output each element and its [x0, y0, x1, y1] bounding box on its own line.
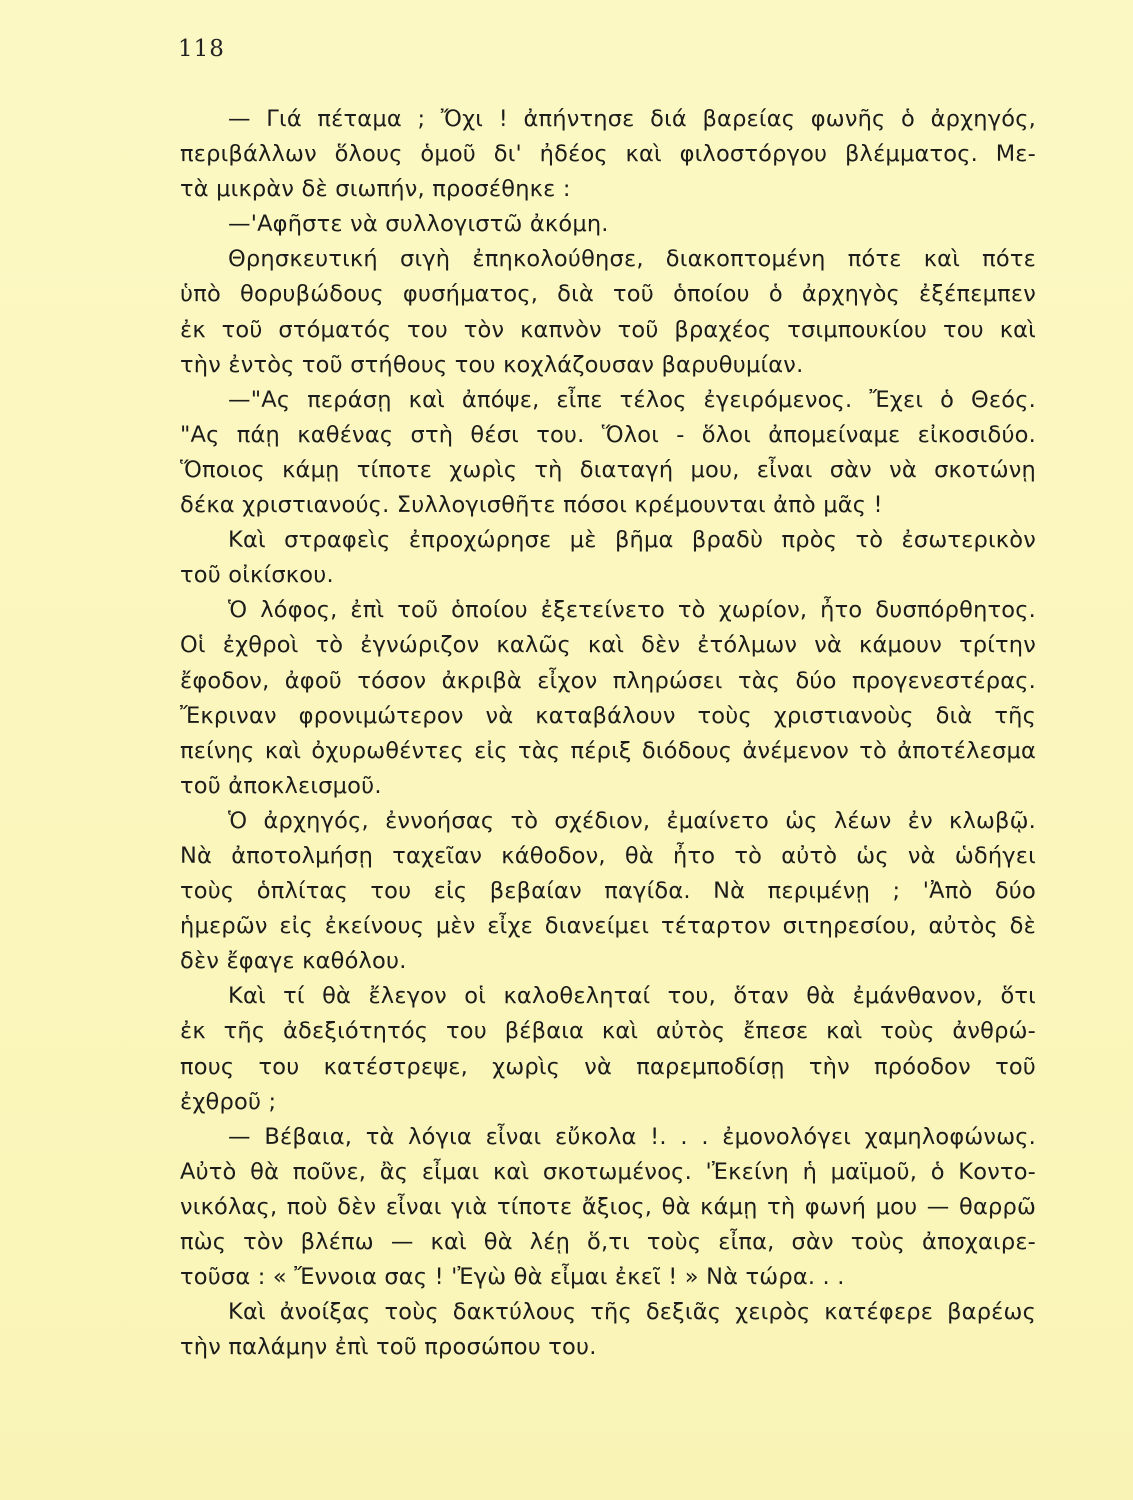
text-line: "Ας πάῃ καθένας στὴ θέσι του. Ὅλοι - ὅλοι ἀπομείναμε εἰκοσιδύο.: [180, 421, 1036, 448]
text-line: —'Αφῆστε νὰ συλλογιστῶ ἀκόμη.: [228, 211, 609, 238]
text-line: τὴν παλάμην ἐπὶ τοῦ προσώπου του.: [180, 1334, 597, 1361]
text-line: δέκα χριστιανούς. Συλλογισθῆτε πόσοι κρέμουνται ἀπὸ μᾶς !: [180, 492, 883, 519]
text-line: νικόλας, ποὺ δὲν εἶναι γιὰ τίποτε ἄξιος, θὰ κάμῃ τὴ φωνή μου — θαρρῶ: [180, 1193, 1036, 1220]
text-line: ἔφοδον, ἀφοῦ τόσον ἀκριβὰ εἶχον πληρώσει τὰς δύο προγενεστέρας.: [180, 667, 1036, 694]
text-line: ἐκ τῆς ἀδεξιότητός του βέβαια καὶ αὐτὸς ἔπεσε καὶ τοὺς ἀνθρώ-: [180, 1018, 1036, 1045]
text-line: Καὶ στραφεὶς ἐπροχώρησε μὲ βῆμα βραδὺ πρὸς τὸ ἐσωτερικὸν: [228, 527, 1036, 554]
text-line: τοῦσα : « Ἔννοια σας ! 'Ἐγὼ θὰ εἶμαι ἐκεῖ ! » Νὰ τώρα. . .: [180, 1264, 845, 1291]
text-line: ἡμερῶν εἰς ἐκείνους μὲν εἶχε διανείμει τέταρτον σιτηρεσίου, αὐτὸς δὲ: [180, 913, 1036, 940]
text-line: Οἱ ἐχθροὶ τὸ ἐγνώριζον καλῶς καὶ δὲν ἐτόλμων νὰ κάμουν τρίτην: [180, 632, 1036, 659]
text-line: τὰ μικρὰν δὲ σιωπήν, προσέθηκε :: [180, 176, 571, 203]
text-line: Ὁ λόφος, ἐπὶ τοῦ ὁποίου ἐξετείνετο τὸ χωρίον, ἦτο δυσπόρθητος.: [228, 597, 1036, 624]
text-line: πείνης καὶ ὀχυρωθέντες εἰς τὰς πέριξ διόδους ἀνέμενον τὸ ἀποτέλεσμα: [180, 737, 1036, 764]
page-number: 118: [178, 36, 225, 62]
body-text: [180, 102, 1036, 1365]
text-line: πὼς τὸν βλέπω — καὶ θὰ λέῃ ὅ,τι τοὺς εἶπα, σὰν τοὺς ἀποχαιρε-: [180, 1229, 1036, 1255]
text-line: πους του κατέστρεψε, χωρὶς νὰ παρεμποδίσῃ τὴν πρόοδον τοῦ: [180, 1053, 1036, 1080]
text-line: περιβάλλων ὅλους ὁμοῦ δι' ἠδέος καὶ φιλοστόργου βλέμματος. Με-: [180, 141, 1036, 168]
text-line: —"Ας περάσῃ καὶ ἀπόψε, εἶπε τέλος ἐγειρόμενος. Ἔχει ὁ Θεός.: [228, 386, 1036, 413]
text-line: Καὶ ἀνοίξας τοὺς δακτύλους τῆς δεξιᾶς χειρὸς κατέφερε βαρέως: [228, 1299, 1036, 1326]
text-line: Καὶ τί θὰ ἔλεγον οἱ καλοθεληταί του, ὅταν θὰ ἐμάνθανον, ὅτι: [228, 983, 1036, 1010]
text-line: ὑπὸ θορυβώδους φυσήματος, διὰ τοῦ ὁποίου ὁ ἀρχηγὸς ἐξέπεμπεν: [180, 281, 1036, 308]
text-line: Ὁ ἀρχηγός, ἐννοήσας τὸ σχέδιον, ἐμαίνετο ὡς λέων ἐν κλωβῷ.: [228, 807, 1036, 834]
text-line: Νὰ ἀποτολμήσῃ ταχεῖαν κάθοδον, θὰ ἦτο τὸ αὐτὸ ὡς νὰ ὡδήγει: [180, 842, 1036, 869]
text-line: Ἔκριναν φρονιμώτερον νὰ καταβάλουν τοὺς χριστιανοὺς διὰ τῆς: [180, 702, 1036, 729]
text-line: — Γιά πέταμα ; Ὄχι ! ἀπήντησε διά βαρείας φωνῆς ὁ ἀρχηγός,: [228, 106, 1036, 132]
text-line: — Βέβαια, τὰ λόγια εἶναι εὔκολα !. . . ἐμονολόγει χαμηλοφώνως.: [228, 1123, 1036, 1150]
text-line: ἐχθροῦ ;: [180, 1088, 277, 1115]
text-line: Αὐτὸ θὰ ποῦνε, ἂς εἶμαι καὶ σκοτωμένος. 'Ἐκείνη ἡ μαϊμοῦ, ὁ Κοντο-: [180, 1158, 1036, 1185]
text-line: δὲν ἔφαγε καθόλου.: [180, 948, 407, 975]
text-line: τοὺς ὁπλίτας του εἰς βεβαίαν παγίδα. Νὰ περιμένῃ ; 'Ἀπὸ δύο: [180, 878, 1036, 905]
text-line: Θρησκευτική σιγὴ ἐπηκολούθησε, διακοπτομένη πότε καὶ πότε: [228, 246, 1036, 273]
text-line: τοῦ ἀποκλεισμοῦ.: [180, 772, 382, 799]
text-line: ἐκ τοῦ στόματός του τὸν καπνὸν τοῦ βραχέος τσιμπουκίου του καὶ: [180, 316, 1036, 343]
text-line: Ὅποιος κάμῃ τίποτε χωρὶς τὴ διαταγή μου, εἶναι σὰν νὰ σκοτώνῃ: [180, 456, 1036, 483]
text-line: τὴν ἐντὸς τοῦ στήθους του κοχλάζουσαν βαρυθυμίαν.: [180, 351, 804, 378]
text-line: τοῦ οἰκίσκου.: [180, 562, 334, 589]
